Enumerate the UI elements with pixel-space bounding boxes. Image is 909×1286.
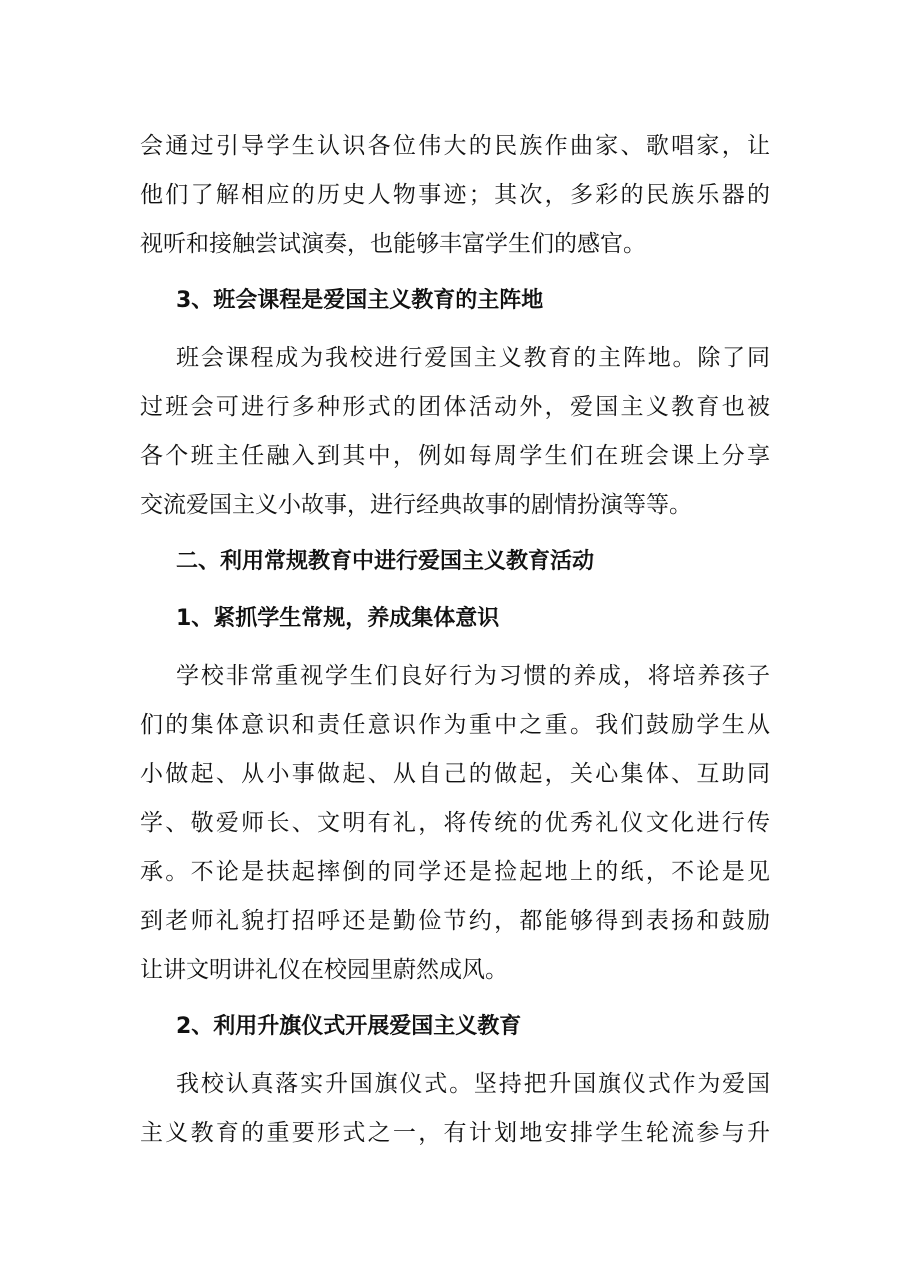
subsection-heading: 1、紧抓学生常规，养成集体意识: [176, 606, 500, 631]
paragraph-line: 各个班主任融入到其中，例如每周学生们在班会课上分享: [140, 443, 770, 469]
paragraph-line: 交流爱国主义小故事，进行经典故事的剧情扮演等等。: [140, 492, 692, 518]
paragraph-line: 我校认真落实升国旗仪式。坚持把升国旗仪式作为爱国: [176, 1071, 770, 1097]
paragraph-line: 视听和接触尝试演奏，也能够丰富学生们的感官。: [140, 231, 646, 257]
paragraph-line: 班会课程成为我校进行爱国主义教育的主阵地。除了同: [176, 345, 770, 371]
section-heading: 3、班会课程是爱国主义教育的主阵地: [176, 288, 544, 313]
section-heading: 二、利用常规教育中进行爱国主义教育活动: [176, 549, 595, 574]
paragraph-line: 们的集体意识和责任意识作为重中之重。我们鼓励学生从: [140, 712, 770, 738]
paragraph-line: 学、敬爱师长、文明有礼，将传统的优秀礼仪文化进行传: [140, 810, 770, 836]
paragraph-line: 让讲文明讲礼仪在校园里蔚然成风。: [140, 957, 508, 983]
paragraph-line: 承。不论是扶起摔倒的同学还是捡起地上的纸，不论是见: [140, 859, 770, 885]
paragraph-line: 会通过引导学生认识各位伟大的民族作曲家、歌唱家，让: [140, 133, 770, 159]
paragraph-line: 到老师礼貌打招呼还是勤俭节约，都能够得到表扬和鼓励: [140, 908, 770, 934]
paragraph-line: 学校非常重视学生们良好行为习惯的养成，将培养孩子: [176, 663, 770, 689]
paragraph-line: 小做起、从小事做起、从自己的做起，关心集体、互助同: [140, 761, 770, 787]
paragraph-line: 主义教育的重要形式之一，有计划地安排学生轮流参与升: [140, 1120, 770, 1146]
paragraph-line: 他们了解相应的历史人物事迹；其次，多彩的民族乐器的: [140, 182, 770, 208]
paragraph-line: 过班会可进行多种形式的团体活动外，爱国主义教育也被: [140, 394, 770, 420]
subsection-heading: 2、利用升旗仪式开展爱国主义教育: [176, 1014, 522, 1039]
